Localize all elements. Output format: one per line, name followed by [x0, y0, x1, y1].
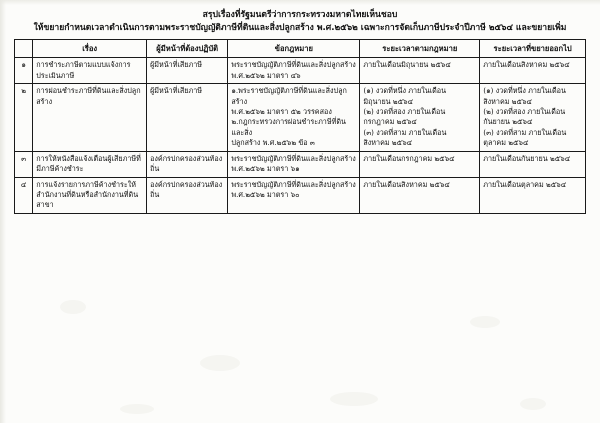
- cell-law: [228, 177, 360, 213]
- extended-period-line: (๒) งวดที่สอง ภายในเดือน: [483, 106, 566, 116]
- table-row: [15, 58, 586, 84]
- legal-period-line: มิถุนายน ๒๕๖๔: [363, 96, 414, 106]
- extended-period-line: (๑) งวดที่หนึ่ง ภายในเดือน: [483, 86, 566, 96]
- table-row: [15, 177, 586, 213]
- cell-extended-period: [480, 84, 586, 152]
- legal-period-line: (๑) งวดที่หนึ่ง ภายในเดือน: [363, 86, 447, 96]
- legal-period-line: กรกฎาคม ๒๕๖๔: [363, 117, 417, 127]
- column-header-law: ข้อกฎหมาย: [228, 40, 360, 58]
- column-header-topic: เรื่อง: [33, 40, 147, 58]
- extended-period-line: ภายในเดือนสิงหาคม ๒๕๖๔: [483, 60, 570, 70]
- scan-artifact: [60, 300, 86, 314]
- cell-topic: การชำระภาษีตามแบบแจ้งการประเมินภาษี: [33, 58, 147, 84]
- legal-period-line: (๒) งวดที่สอง ภายในเดือน: [363, 106, 446, 116]
- cell-responsible: ผู้มีหน้าที่เสียภาษี: [147, 58, 228, 84]
- law-line: ปลูกสร้าง พ.ศ.๒๕๖๒ ข้อ ๓: [231, 138, 315, 148]
- cell-extended-period: [480, 151, 586, 177]
- extended-period-line: ภายในเดือนกันยายน ๒๕๖๔: [483, 153, 571, 163]
- legal-period-line: สิงหาคม ๒๕๖๔: [363, 138, 413, 148]
- page-edge-shading-top: [0, 0, 600, 5]
- table-header: [15, 40, 586, 58]
- page-subtitle: ให้ขยายกำหนดเวลาดำเนินการตามพระราชบัญญัติภาษีที่ดินและสิ่งปลูกสร้าง พ.ศ.๒๕๖๒ เฉพาะการจัดเก็บภาษีประจำปีภาษี ๒๕๖๔ และขยายเพิ่ม: [33, 22, 567, 33]
- page-title: สรุปเรื่องที่รัฐมนตรีว่าการกระทรวงมหาดไทยเห็นชอบ: [202, 10, 398, 20]
- cell-law: [228, 58, 360, 84]
- document-title-block: [14, 10, 586, 34]
- law-line: พระราชบัญญัติภาษีที่ดินและสิ่งปลูกสร้าง: [231, 60, 356, 70]
- cell-legal-period: [360, 177, 480, 213]
- cell-law: [228, 84, 360, 152]
- cell-legal-period: [360, 151, 480, 177]
- cell-no: ๓: [15, 151, 33, 177]
- scan-artifact: [470, 316, 500, 328]
- scan-artifact: [330, 392, 378, 406]
- cell-extended-period: [480, 177, 586, 213]
- extended-period-line: (๓) งวดที่สาม ภายในเดือน: [483, 127, 567, 137]
- extended-period-line: กันยายน ๒๕๖๔: [483, 117, 533, 127]
- cell-topic: การให้หนังสือแจ้งเตือนผู้เสียภาษีที่มีภาษีค้างชำระ: [33, 151, 147, 177]
- cell-topic: การแจ้งรายการภาษีค้างชำระให้สำนักงานที่ดินหรือสำนักงานที่ดินสาขา: [33, 177, 147, 213]
- column-header-no: [15, 40, 33, 58]
- column-header-legal-period: ระยะเวลาตามกฎหมาย: [360, 40, 480, 58]
- cell-responsible: องค์กรปกครองส่วนท้องถิ่น: [147, 177, 228, 213]
- extended-period-line: ตุลาคม ๒๕๖๔: [483, 138, 529, 148]
- cell-no: ๒: [15, 84, 33, 152]
- table-row: [15, 151, 586, 177]
- legal-period-line: (๓) งวดที่สาม ภายในเดือน: [363, 127, 447, 137]
- law-line: พ.ศ.๒๕๖๒ มาตรา ๔๖: [231, 70, 301, 80]
- legal-period-line: ภายในเดือนสิงหาคม ๒๕๖๔: [363, 179, 450, 189]
- legal-period-line: ภายในเดือนมิถุนายน ๒๕๖๔: [363, 60, 451, 70]
- cell-extended-period: [480, 58, 586, 84]
- cell-no: ๔: [15, 177, 33, 213]
- column-header-extended-period: ระยะเวลาที่ขยายออกไป: [480, 40, 586, 58]
- scan-artifact: [520, 398, 546, 410]
- cell-topic: การผ่อนชำระภาษีที่ดินและสิ่งปลูกสร้าง: [33, 84, 147, 152]
- cell-legal-period: [360, 84, 480, 152]
- law-line: ๑.พระราชบัญญัติภาษีที่ดินและสิ่งปลูกสร้าง: [231, 86, 347, 106]
- law-line: พระราชบัญญัติภาษีที่ดินและสิ่งปลูกสร้าง: [231, 179, 356, 189]
- table-body: [15, 58, 586, 214]
- cell-responsible: ผู้มีหน้าที่เสียภาษี: [147, 84, 228, 152]
- scan-artifact: [200, 355, 240, 371]
- scan-artifact: [120, 404, 154, 414]
- law-line: พ.ศ.๒๕๖๒ มาตรา ๖๐: [231, 190, 300, 199]
- table-row: [15, 84, 586, 152]
- column-header-responsible: ผู้มีหน้าที่ต้องปฏิบัติ: [147, 40, 228, 58]
- law-line: พระราชบัญญัติภาษีที่ดินและสิ่งปลูกสร้าง: [231, 153, 356, 163]
- table-header-row: [15, 40, 586, 58]
- cell-responsible: องค์กรปกครองส่วนท้องถิ่น: [147, 151, 228, 177]
- cell-no: ๑: [15, 58, 33, 84]
- legal-period-line: ภายในเดือนกรกฎาคม ๒๕๖๔: [363, 153, 455, 163]
- law-line: ๒.กฎกระทรวงการผ่อนชำระภาษีที่ดินและสิ่ง: [231, 117, 346, 137]
- summary-table: [14, 39, 586, 214]
- law-line: พ.ศ.๒๕๖๒ มาตรา ๖๑: [231, 164, 300, 174]
- law-line: พ.ศ.๒๕๖๒ มาตรา ๕๒ วรรคสอง: [231, 106, 332, 116]
- cell-law: [228, 151, 360, 177]
- cell-legal-period: [360, 58, 480, 84]
- extended-period-line: ภายในเดือนตุลาคม ๒๕๖๔: [483, 179, 567, 189]
- extended-period-line: สิงหาคม ๒๕๖๔: [483, 96, 532, 106]
- page-edge-shading-left: [0, 0, 6, 423]
